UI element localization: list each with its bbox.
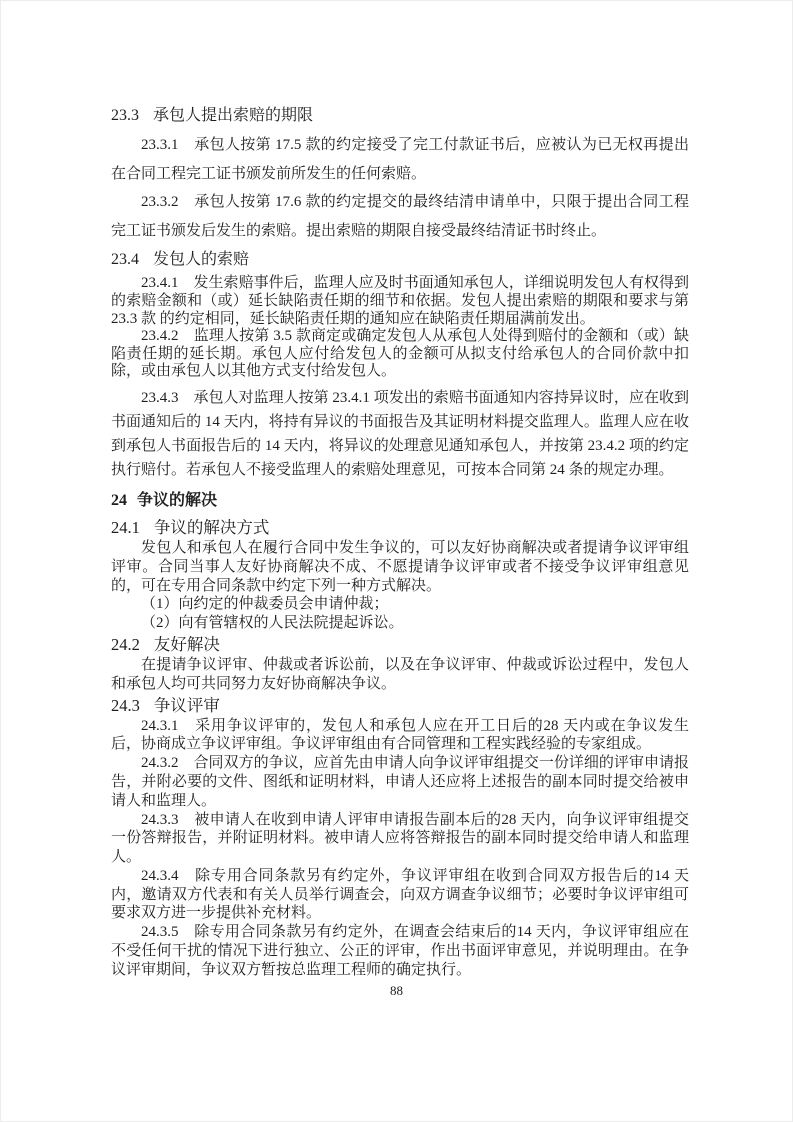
paragraph-24-3-2: 24.3.2 合同双方的争议，应首先由申请人向争议评审组提交一份详细的评审申请报告，并附必要的文件、图纸和证明材料，申请人还应将上述报告的副本同时提交给被申请人和监理人。 xyxy=(111,755,689,809)
chapter-title-24: 争议的解决 xyxy=(137,491,218,509)
section-title-24-3: 争议评审 xyxy=(153,695,220,715)
section-heading-24-1 xyxy=(111,516,689,539)
paragraph-23-3-1: 23.3.1 承包人按第 17.5 款的约定接受了完工付款证书后，应被认为已无权再提出在合同工程完工证书颁发前所发生的任何索赔。 xyxy=(111,137,689,182)
paragraph-23-4-1: 23.4.1 发生索赔事件后，监理人应及时书面通知承包人，详细说明发包人有权得到的索赔金额和（或）延长缺陷责任期的细节和依据。发包人提出索赔的期限和要求与第 23.3 款 的约定相同，延长缺陷责任期的通知应在缺陷责任期届满前发出。 xyxy=(111,275,689,327)
section-heading-23-4 xyxy=(111,245,689,275)
paragraph-24-2: 在提请争议评审、仲裁或者诉讼前，以及在争议评审、仲裁或诉讼过程中，发包人和承包人均可共同努力友好协商解决争议。 xyxy=(111,656,689,692)
paragraph-24-3-1: 24.3.1 采用争议评审的，发包人和承包人应在开工日后的28 天内或在争议发生后，协商成立争议评审组。争议评审组由有合同管理和工程实践经验的专家组成。 xyxy=(111,717,689,753)
section-number-23-3: 23.3 xyxy=(111,107,139,124)
chapter-number-24: 24 xyxy=(111,491,127,509)
section-title-23-3: 承包人提出索赔的期限 xyxy=(153,107,314,124)
paragraph-23-3-2: 23.3.2 承包人按第 17.6 款的约定提交的最终结清申请单中，只限于提出合同工程完工证书颁发后发生的索赔。提出索赔的期限自接受最终结清证书时终止。 xyxy=(111,194,689,239)
section-title-24-1: 争议的解决方式 xyxy=(153,517,270,537)
paragraph-23-4-3: 23.4.3 承包人对监理人按第 23.4.1 项发出的索赔书面通知内容持异议时，应在收到书面通知后的 14 天内，将持有异议的书面报告及其证明材料提交监理人。监理人应在收到承包人书面报告后的 14 天内，将异议的处理意见通知承包人，并按第 23.4.2 项的约定执行赔付。若承包人不接受监理人的索赔处理意见，可按本合同第 24 条的规定办理。 xyxy=(111,389,689,478)
paragraph-23-4-2: 23.4.2 监理人按第 3.5 款商定或确定发包人从承包人处得到赔付的金额和（或）缺陷责任期的延长期。承包人应付给发包人的金额可从拟支付给承包人的合同价款中扣除，或由承包人以其他方式支付给发包人。 xyxy=(111,328,689,380)
section-number-24-3: 24.3 xyxy=(111,695,140,715)
list-item-arbitration: （1）向约定的仲裁委员会申请仲裁； xyxy=(141,596,389,613)
section-heading-24-2 xyxy=(111,633,689,656)
chapter-heading-24 xyxy=(111,489,689,513)
section-number-23-4: 23.4 xyxy=(111,251,139,269)
list-item-litigation: （2）向有管辖权的人民法院提起诉讼。 xyxy=(141,615,404,632)
paragraph-24-3-4: 24.3.4 除专用合同条款另有约定外，争议评审组在收到合同双方报告后的14 天内，邀请双方代表和有关人员举行调查会，向双方调查争议细节；必要时争议评审组可要求双方进一步提供补充材料。 xyxy=(111,867,689,922)
section-title-23-4: 发包人的索赔 xyxy=(153,251,250,269)
page-content xyxy=(111,101,689,980)
section-heading-24-3 xyxy=(111,694,689,717)
section-heading-23-3 xyxy=(111,101,689,131)
paragraph-24-3-5: 24.3.5 除专用合同条款另有约定外，在调查会结束后的14 天内，争议评审组应在不受任何干扰的情况下进行独立、公正的评审，作出书面评审意见，并说明理由。在争议评审期间，争议双方暂按总监理工程师的确定执行。 xyxy=(111,924,689,978)
section-number-24-1: 24.1 xyxy=(111,517,140,537)
paragraph-24-3-3: 24.3.3 被申请人在收到申请人评审申请报告副本后的28 天内，向争议评审组提交一份答辩报告，并附证明材料。被申请人应将答辩报告的副本同时提交给申请人和监理人。 xyxy=(111,811,689,866)
page-number: 88 xyxy=(390,983,403,998)
section-title-24-2: 友好解决 xyxy=(153,634,220,654)
paragraph-24-1: 发包人和承包人在履行合同中发生争议的，可以友好协商解决或者提请争议评审组评审。合同当事人友好协商解决不成、不愿提请争议评审或者不接受争议评审组意见的，可在专用合同条款中约定下列一种方式解决。 xyxy=(111,539,689,594)
section-number-24-2: 24.2 xyxy=(111,634,140,654)
